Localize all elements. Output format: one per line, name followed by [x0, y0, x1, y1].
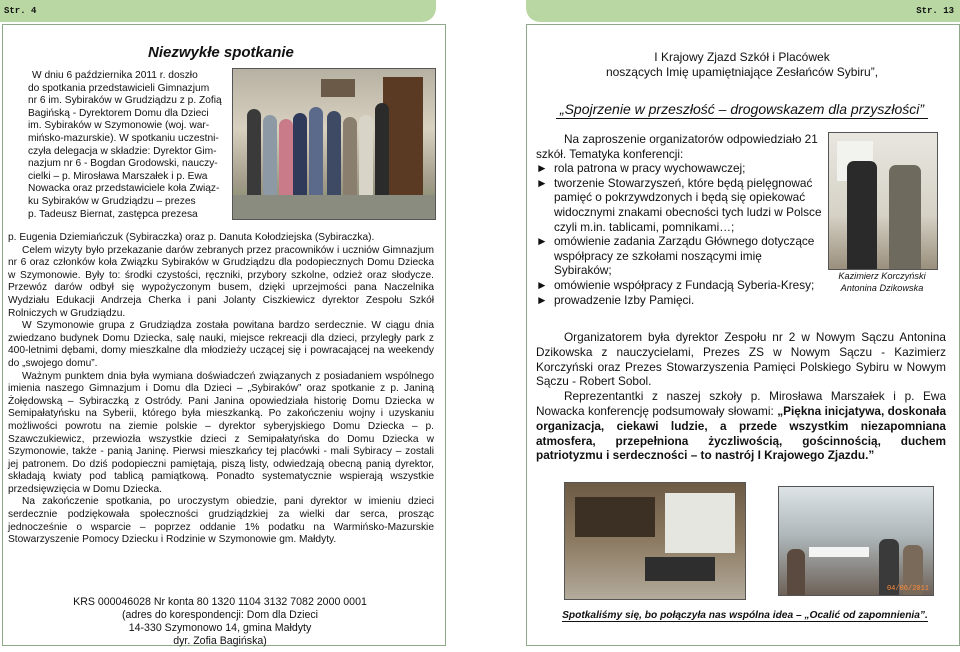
exhibition-table	[645, 557, 715, 581]
person-figure	[293, 113, 307, 195]
right-page-number: Str. 13	[916, 6, 954, 16]
photo-caption	[822, 271, 942, 294]
intro-line: Nowacka oraz przedstawiciele koła Związ-	[28, 183, 220, 195]
body-paragraph: p. Eugenia Dziemiańczuk (Sybiraczka) oraz p. Danuta Kołodziejska (Sybiraczka).	[8, 232, 375, 243]
photo-window	[665, 493, 735, 553]
right-header-tab	[526, 0, 960, 22]
body-paragraph: Ważnym punktem dnia była wymiana doświadczeń związanych z posiadaniem wspólnego imienia naszego Gimnazjum i Domu dla Dzieci – „Sybiraków” oraz spotkanie z p. Janiną Żołędowską – Sybiraczką z Ostródy. Pani Janina opowiedziała historię Domu Dziecka w Semipałatyńsku na Syberii, którego była mieszkanką. Po zakończeniu wojny i uzyskaniu możliwości powrotu na ziemie polskie – dyrektor syberyjskiego Domu Dziecka – p. Szawczukiewicz, przewiozła wszystkie dzieci z Semipałatyńska do Domu Dziecka w Szymonowie, także - panią Janinę. Pierwsi mieszkańcy tej placówki - mali Sybiracy – zostali jej patronem. Do dziś podopieczni pamiętają, piszą listy, odwiedzają obecną panią dyrektor, składają kwiaty pod tablicą pamiątkową. Ponadto systematycznie wspierają wszystkie przedsięwzięcia w Domu Dziecka.	[8, 370, 434, 495]
memorial-plaque	[321, 79, 355, 97]
summary-lead: Reprezentantki z naszej szkoły p. Mirosława Marszałek i p. Ewa Nowacka konferencję podsumowały słowami:	[536, 389, 946, 418]
agenda-item	[536, 234, 822, 278]
address-line: dyr. Zofia Bagińska)	[173, 635, 267, 647]
body-paragraph: W Szymonowie grupa z Grudziądza została powitana bardzo serdecznie. W ciągu dnia zwiedzano budynek Domu Dziecka, salę nauki, miejsce rekreacji dla dzieci, przyległy park z 400-letnimi dębami, domy mieszkalne dla młodzieży uczącej się i powracającej na weekendy do „swojego domu”.	[8, 320, 434, 369]
left-header-tab	[0, 0, 436, 22]
intro-line: nr 6 im. Sybiraków w Grudziądzu z p. Zofią	[28, 95, 222, 107]
summary-paragraph	[536, 389, 946, 463]
congress-slogan	[540, 101, 944, 119]
article-title: Niezwykłe spotkanie	[148, 44, 294, 61]
exhibition-photo	[564, 482, 746, 600]
intro-line: cielki – p. Mirosława Marszałek i p. Ewa	[28, 170, 208, 182]
address-line: (adres do korespondencji: Dom dla Dzieci	[121, 609, 319, 621]
article-body	[8, 232, 434, 547]
intro-line: W dniu 6 października 2011 r. doszło	[32, 70, 198, 81]
arrow-icon: ►	[536, 161, 548, 176]
person-figure	[787, 549, 805, 595]
agenda-item	[536, 176, 822, 234]
arrow-icon: ►	[536, 175, 548, 190]
person-figure	[889, 165, 921, 269]
agenda-item-text: omówienie zadania Zarządu Głównego dotyczące współpracy ze szkołami noszącymi imię Sybiraków;	[554, 234, 815, 278]
person-figure	[359, 115, 373, 195]
agenda-list	[536, 132, 822, 307]
agenda-item-text: rola patrona w pracy wychowawczej;	[554, 161, 746, 176]
agenda-item-text: tworzenie Stowarzyszeń, które będą pielęgnować pamięć o pokrzywdzonych i będą się opiekować widocznymi znakami obecności tych ludzi w Polsce czyli m.in. tablicami, pomnikami…;	[554, 175, 822, 234]
organizers-paragraph	[536, 330, 946, 463]
address-line: 14-330 Szymonowo 14, gmina Małdyty	[128, 622, 312, 634]
summary-quote: „Piękna inicjatywa, doskonała organizacja, ciekawi ludzie, a przede wszystkim niezapomniana atmosfera, przepełniona życzliwością, gościnnością, duchem patriotyzmu i serdeczności – to nastrój I Krajowego Zjazdu.”	[536, 403, 947, 463]
intro-line: czyła delegacja w składzie: Dyrektor Gim-	[28, 145, 217, 157]
intro-text	[28, 70, 230, 221]
arrow-icon: ►	[536, 292, 548, 307]
intro-line: do spotkania przedstawicieli Gimnazjum	[28, 82, 210, 94]
agenda-item-text: prowadzenie Izby Pamięci.	[554, 292, 695, 307]
agenda-item	[536, 278, 822, 293]
body-paragraph: Na zakończenie spotkania, po uroczystym obiedzie, pani dyrektor w imieniu dzieci serdecznie podziękowała społeczności grudziądzkiej za wielki dar serca, prosząc jednocześnie o wsparcie – poprzez oddanie 1% podatku na Warmińsko-Mazurskie Stowarzyszenie Pomocy Dziecku i Rodzinie w Szymonowie gm. Małdyty.	[8, 496, 434, 546]
intro-line: nazjum nr 6 - Bogdan Grodowski, nauczy-	[28, 158, 218, 170]
slogan-text: „Spojrzenie w przeszłość – drogowskazem dla przyszłości”	[556, 101, 928, 119]
pavement	[233, 195, 435, 219]
photo-date-stamp: 04/06/2011	[886, 585, 929, 593]
intro-line: mińsko-mazurskie). W spotkaniu uczestni-	[28, 132, 219, 144]
body-paragraph: Organizatorem była dyrektor Zespołu nr 2 w Nowym Sączu Antonina Dzikowska z nauczycielami, Prezes ZS w Nowym Sączu - Kazimierz Korczyński oraz Prezes Stowarzyszenia Pamięci Polskiego Sybiru w Nowym Sączu - Robert Sobol.	[536, 330, 946, 389]
intro-line: ku Sybiraków w Grudziądzu – prezes	[28, 195, 196, 207]
arrow-icon: ►	[536, 277, 548, 292]
person-figure	[309, 107, 323, 195]
person-figure	[343, 117, 357, 195]
body-paragraph: Celem wizyty było przekazanie darów zebranych przez pracowników i uczniów Gimnazjum nr 6 oraz członków koła Związku Sybiraków w Grudziądzu dla podopiecznych Domu Dziecka w Szymonowie. Były to: środki czystości, ręczniki, przybory szkolne, odzież oraz słodycze. Przewóz darów odbył się wypożyczonym busem, dzięki uprzejmości pana Naczelnika Wydziału Edukacji Andrzeja Cherka i pani Jolanty Ciszkiewicz dyrektor Zespołu Szkół Rolniczych w Grudziądzu.	[8, 244, 434, 319]
building-door	[383, 77, 423, 197]
heading-line: noszących Imię upamiętniające Zesłańców Sybiru”,	[605, 65, 879, 79]
person-figure	[263, 115, 277, 195]
bottom-caption	[540, 610, 950, 621]
person-figure	[247, 109, 261, 195]
person-figure	[847, 161, 877, 269]
conference-photo	[778, 486, 934, 596]
person-figure	[279, 119, 293, 195]
conference-table	[809, 547, 869, 557]
person-figure	[375, 103, 389, 195]
address-line: KRS 000046028 Nr konta 80 1320 1104 3132 7082 2000 0001	[73, 596, 367, 608]
caption-line: Kazimierz Korczyński	[838, 271, 926, 281]
exhibition-board	[575, 497, 655, 537]
arrow-icon: ►	[536, 234, 548, 249]
caption-line: Antonina Dzikowska	[840, 282, 924, 293]
heading-line: I Krajowy Zjazd Szkół i Placówek	[654, 50, 830, 64]
intro-line: Bagińską - Dyrektorem Domu dla Dzieci	[28, 107, 209, 119]
agenda-item	[536, 161, 822, 176]
person-figure	[327, 111, 341, 195]
intro-line: im. Sybiraków w Szymonowie (woj. war-	[28, 120, 210, 132]
bottom-caption-text: Spotkaliśmy się, bo połączyła nas wspólna idea – „Ocalić od zapomnienia”.	[562, 610, 928, 621]
left-page-number: Str. 4	[4, 6, 37, 16]
agenda-item	[536, 293, 822, 308]
agenda-item-text: omówienie współpracy z Fundacją Syberia-Kresy;	[554, 277, 815, 292]
group-photo	[232, 68, 436, 220]
intro-line: p. Tadeusz Biernat, zastępca prezesa	[28, 208, 198, 220]
organizers-photo	[828, 132, 938, 270]
agenda-intro: Na zaproszenie organizatorów odpowiedziało 21 szkół. Tematyka konferencji:	[536, 132, 818, 161]
congress-heading	[540, 50, 944, 80]
donation-address	[40, 596, 400, 648]
